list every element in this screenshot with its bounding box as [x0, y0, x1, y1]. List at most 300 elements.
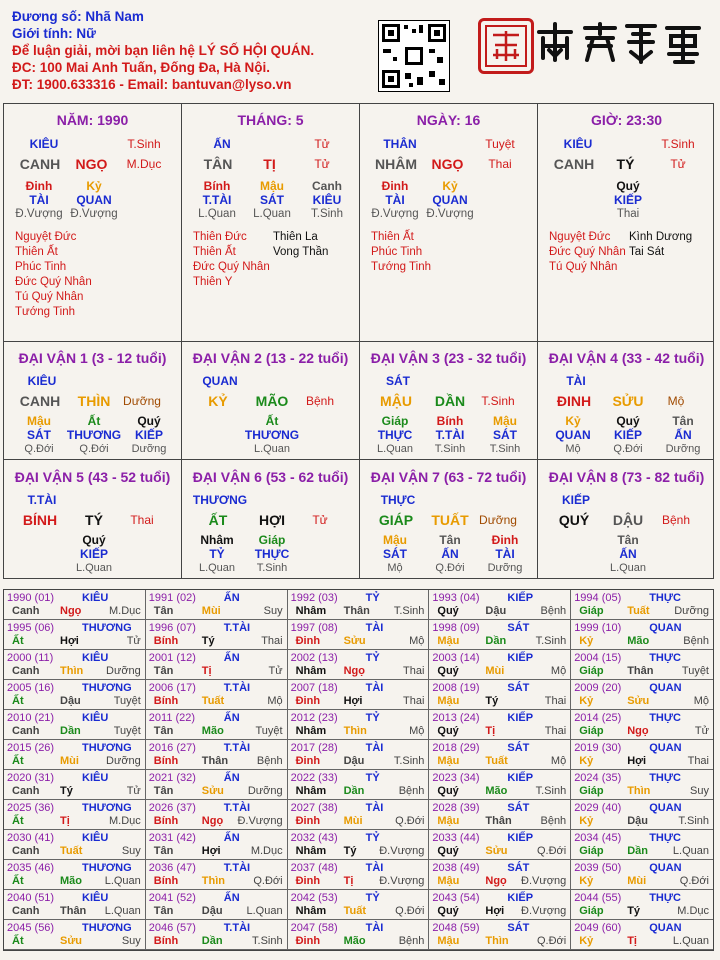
year-phase: Q.Đới [253, 875, 283, 887]
year-phase: Q.Đới [395, 815, 425, 827]
pillar-title: NGÀY: 16 [416, 112, 481, 128]
dai-van-row-1 [3, 340, 714, 460]
year-stem: Giáp [579, 725, 604, 737]
year-phase: Dưỡng [106, 755, 141, 767]
year-star: SÁT [507, 742, 530, 754]
year-stem: Tân [153, 845, 174, 857]
year-cell [4, 770, 146, 800]
dai-van-phase: Dưỡng [123, 394, 161, 408]
year-stem: Quý [437, 845, 459, 857]
year-branch: Hợi [485, 905, 505, 917]
year-star: KIÊU [82, 592, 109, 604]
hidden-stem: Kỷ [442, 179, 458, 193]
hidden-stem: Bính [203, 179, 231, 193]
year-branch: Sửu [343, 635, 366, 647]
year-star: ẤN [223, 712, 240, 724]
year-cell [146, 860, 288, 890]
year-stem: Canh [12, 605, 40, 617]
dai-van-row-2 [3, 459, 714, 579]
year-label: 2019 (30) [574, 742, 622, 754]
year-star: SÁT [507, 922, 530, 934]
shen-sha-item: Thiên Đức [193, 231, 247, 243]
year-star: TỶ [365, 772, 380, 784]
year-stem: Ất [12, 755, 24, 767]
year-stem: Nhâm [295, 845, 327, 857]
year-label: 2000 (11) [7, 652, 54, 664]
pillar-branch: NGỌ [75, 156, 108, 172]
year-cell [571, 920, 713, 950]
year-label: 2025 (36) [7, 802, 55, 814]
year-label: 2001 (12) [148, 652, 196, 664]
year-star: T.TÀI [223, 742, 251, 754]
year-star: T.TÀI [223, 802, 251, 814]
year-stem: Giáp [579, 845, 604, 857]
year-cell [4, 740, 146, 770]
year-cell [288, 770, 430, 800]
year-stem: Nhâm [295, 785, 327, 797]
year-branch: Tý [201, 635, 215, 647]
year-stem: Ất [12, 635, 24, 647]
year-star: KIẾP [507, 712, 534, 724]
year-star: THỰC [649, 712, 681, 724]
year-phase: Bệnh [540, 605, 567, 617]
year-label: 2038 (49) [432, 862, 480, 874]
hidden-phase: Q.Đới [24, 443, 54, 455]
year-stem: Tân [153, 725, 174, 737]
year-label: 2007 (18) [290, 682, 338, 694]
year-phase: Suy [121, 935, 141, 947]
hidden-star: KIÊU [312, 193, 342, 207]
year-label: 2031 (42) [148, 832, 196, 844]
year-label: 2043 (54) [432, 892, 480, 904]
year-branch: Dậu [343, 755, 365, 767]
pillar-stem-phase: Tử [314, 137, 330, 151]
year-cell [429, 680, 571, 710]
year-star: THƯƠNG [82, 622, 132, 634]
dai-van-branch: MÃO [255, 393, 289, 409]
hidden-stem: Ất [87, 414, 101, 428]
year-cell [571, 620, 713, 650]
hidden-stem: Quý [616, 414, 640, 428]
year-phase: T.Sinh [535, 785, 567, 797]
dai-van-stem: ĐINH [556, 393, 592, 409]
year-cell [146, 830, 288, 860]
year-cell [429, 920, 571, 950]
year-phase: Đ.Vượng [521, 875, 567, 887]
year-star: QUAN [649, 622, 682, 634]
year-cell [146, 620, 288, 650]
year-label: 2034 (45) [574, 832, 622, 844]
year-cell [571, 890, 713, 920]
year-star: TỶ [365, 592, 380, 604]
year-star: KIẾP [507, 832, 534, 844]
year-label: 2009 (20) [574, 682, 622, 694]
hidden-phase: L.Quan [609, 562, 647, 574]
year-branch: Ngọ [201, 815, 224, 827]
year-branch: Tý [343, 845, 357, 857]
year-branch: Mùi [60, 755, 79, 767]
year-stem: Canh [12, 785, 40, 797]
hidden-phase: L.Quan [376, 443, 414, 455]
hidden-stem: Kỷ [565, 414, 581, 428]
pillar-2 [182, 104, 360, 341]
year-phase: Mộ [267, 695, 283, 707]
year-phase: Suy [121, 845, 141, 857]
year-phase: Tử [126, 785, 141, 797]
year-stem: Giáp [579, 785, 604, 797]
year-cell [571, 830, 713, 860]
year-label: 1992 (03) [290, 592, 338, 604]
year-star: QUAN [649, 862, 682, 874]
hidden-star: TÀI [495, 547, 515, 561]
dai-van-2 [182, 340, 360, 459]
hidden-star: SÁT [493, 428, 517, 442]
year-cell [571, 590, 713, 620]
hidden-stem: Canh [312, 179, 342, 193]
year-branch: Sửu [627, 695, 650, 707]
year-stem: Đinh [295, 755, 321, 767]
year-branch: Thìn [627, 785, 651, 797]
year-label: 2014 (25) [574, 712, 622, 724]
year-stem: Quý [437, 665, 459, 677]
year-stem: Đinh [295, 935, 321, 947]
year-cell [4, 710, 146, 740]
year-label: 2013 (24) [432, 712, 480, 724]
year-branch: Thân [201, 755, 229, 767]
year-star: THỰC [649, 892, 681, 904]
year-stem: Mậu [437, 875, 460, 887]
year-phase: Q.Đới [536, 845, 567, 857]
dai-van-stem: ẤT [208, 512, 228, 528]
year-stem: Tân [153, 905, 174, 917]
year-label: 2028 (39) [432, 802, 480, 814]
year-phase: Thai [261, 635, 283, 647]
shen-sha-list-2 [629, 230, 692, 260]
year-star: SÁT [507, 682, 530, 694]
year-phase: Suy [690, 785, 709, 797]
year-label: 2006 (17) [148, 682, 196, 694]
hidden-stem: Tân [439, 533, 461, 547]
year-stem: Quý [437, 725, 459, 737]
shen-sha-list [549, 230, 626, 275]
dai-van-stem: QUÝ [558, 512, 590, 528]
shen-sha-item: Tai Sát [629, 246, 665, 258]
pillar-branch: TỊ [263, 156, 276, 172]
pillar-stem: NHÂM [375, 156, 417, 172]
year-branch: Tuất [343, 905, 366, 917]
hidden-stem: Mậu [27, 414, 51, 428]
qr-code[interactable] [378, 20, 450, 92]
shen-sha-item: Thiên Ất [371, 231, 414, 243]
year-branch: Hợi [201, 845, 221, 857]
hidden-star: TỶ [209, 547, 225, 561]
year-phase: L.Quan [104, 905, 141, 917]
year-branch: Tuất [485, 755, 508, 767]
year-star: TÀI [365, 742, 384, 754]
year-branch: Mùi [201, 605, 221, 617]
hidden-stem: Tân [617, 533, 639, 547]
year-star: QUAN [649, 802, 682, 814]
dai-van-star: THƯƠNG [192, 493, 248, 507]
year-stem: Kỷ [579, 635, 594, 647]
shen-sha-item: Thiên Ất [15, 246, 58, 258]
year-stem: Quý [437, 905, 459, 917]
year-branch: Hợi [60, 635, 79, 647]
year-cell [429, 590, 571, 620]
dai-van-star: T.TÀI [27, 493, 57, 507]
year-cell [571, 680, 713, 710]
year-star: ẤN [223, 892, 240, 904]
year-label: 2027 (38) [290, 802, 338, 814]
year-branch: Tị [343, 875, 354, 887]
hidden-star: THỰC [254, 547, 290, 561]
year-phase: Dưỡng [106, 665, 141, 677]
hidden-phase: T.Sinh [434, 443, 466, 455]
year-phase: T.Sinh [252, 935, 283, 947]
hidden-phase: L.Quan [198, 208, 236, 220]
dai-van-stem: BÍNH [22, 512, 58, 528]
year-cell [146, 920, 288, 950]
year-stem: Đinh [295, 875, 321, 887]
dai-van-phase: Bệnh [661, 513, 691, 527]
year-phase: Tuyệt [255, 725, 283, 737]
hidden-stem: Kỷ [86, 179, 102, 193]
year-cell [571, 710, 713, 740]
owner-name: Nhã Nam [85, 9, 144, 24]
hidden-phase: Dưỡng [131, 443, 167, 455]
year-phase: Q.Đới [536, 935, 567, 947]
year-star: THƯƠNG [82, 742, 132, 754]
hidden-star: SÁT [383, 547, 407, 561]
shen-sha-list [193, 230, 270, 290]
year-cell [571, 800, 713, 830]
year-label: 2041 (52) [148, 892, 196, 904]
year-label: 1994 (05) [574, 592, 622, 604]
year-cell [4, 860, 146, 890]
year-branch: Tuất [60, 845, 83, 857]
year-cell [429, 620, 571, 650]
dai-van-stem: MẬU [380, 393, 412, 409]
dai-van-title: ĐẠI VẬN 5 (43 - 52 tuổi) [14, 469, 171, 485]
shen-sha-item: Tú Quý Nhân [15, 291, 84, 303]
year-star: KIẾP [507, 592, 534, 604]
hidden-star: T.TÀI [435, 428, 465, 442]
year-branch: Thìn [201, 875, 226, 887]
year-cell [288, 830, 430, 860]
year-cell [429, 830, 571, 860]
dai-van-branch: TUẤT [431, 512, 469, 528]
year-label: 2021 (32) [148, 772, 196, 784]
dai-van-star: SÁT [386, 374, 410, 388]
year-star: ẤN [223, 772, 240, 784]
dai-van-star: KIẾP [561, 493, 590, 507]
dai-van-phase: Thai [130, 513, 154, 527]
year-branch: Hợi [627, 755, 647, 767]
hidden-phase: Thai [616, 208, 640, 220]
pillar-stem-phase: T.Sinh [661, 137, 695, 151]
year-cell [571, 860, 713, 890]
shen-sha-item: Kình Dương [629, 231, 693, 243]
hidden-phase: T.Sinh [311, 208, 343, 220]
hidden-phase: Đ.Vượng [371, 208, 419, 220]
year-branch: Thìn [485, 935, 509, 947]
year-star: ẤN [223, 592, 240, 604]
year-branch: Thân [485, 815, 512, 827]
year-branch: Tý [485, 695, 499, 707]
year-stem: Ất [12, 695, 24, 707]
year-star: KIÊU [82, 832, 109, 844]
year-cell [4, 830, 146, 860]
dai-van-phase: Dưỡng [479, 513, 517, 527]
hidden-phase: Mộ [387, 562, 403, 574]
year-star: SÁT [507, 622, 530, 634]
year-branch: Ngọ [60, 605, 82, 617]
year-stem: Canh [12, 665, 40, 677]
dai-van-star: THỰC [380, 493, 416, 507]
year-label: 2036 (47) [148, 862, 196, 874]
year-label: 1996 (07) [148, 622, 196, 634]
year-cell [146, 590, 288, 620]
year-branch: Sửu [201, 785, 224, 797]
hidden-star: T.TÀI [202, 193, 232, 207]
dai-van-phase: Bệnh [305, 394, 335, 408]
year-branch: Hợi [343, 695, 363, 707]
pillar-branch-phase: Thai [488, 157, 512, 171]
year-cell [288, 920, 430, 950]
year-cell [429, 860, 571, 890]
year-label: 2049 (60) [574, 922, 622, 934]
year-cell [288, 680, 430, 710]
year-phase: L.Quan [672, 935, 709, 947]
year-phase: Tử [694, 725, 709, 737]
year-stem: Tân [153, 665, 174, 677]
pillar-stem-star: KIÊU [29, 137, 59, 151]
year-stem: Quý [437, 605, 459, 617]
year-label: 2005 (16) [7, 682, 55, 694]
pillar-3 [360, 104, 538, 341]
hidden-star: SÁT [260, 193, 284, 207]
year-phase: L.Quan [104, 875, 141, 887]
year-branch: Dậu [485, 605, 507, 617]
year-label: 2042 (53) [290, 892, 338, 904]
shen-sha-item: Nguyệt Đức [15, 231, 77, 243]
shen-sha-list [15, 230, 92, 320]
year-stem: Canh [12, 905, 40, 917]
shen-sha-list [371, 230, 431, 275]
hidden-phase: Đ.Vượng [70, 208, 118, 220]
year-branch: Tý [60, 785, 73, 797]
pillar-stem-phase: Tuyệt [485, 137, 515, 151]
hidden-star: KIẾP [134, 428, 163, 442]
pillar-branch-phase: Tử [670, 157, 686, 171]
year-star: KIÊU [82, 892, 109, 904]
year-phase: Mộ [693, 695, 709, 707]
year-phase: Tử [126, 635, 141, 647]
year-cell [146, 650, 288, 680]
hidden-star: QUAN [555, 428, 591, 442]
year-stem: Mậu [437, 935, 460, 947]
year-label: 1995 (06) [7, 622, 55, 634]
year-stem: Bính [153, 875, 179, 887]
year-star: SÁT [507, 802, 530, 814]
year-stem: Canh [12, 725, 40, 737]
pillar-stem-star: THÂN [383, 137, 417, 151]
year-cell [429, 800, 571, 830]
shen-sha-item: Phúc Tinh [15, 261, 67, 273]
year-cell [288, 620, 430, 650]
year-stem: Giáp [579, 905, 604, 917]
dai-van-star: QUAN [202, 374, 238, 388]
pillar-stem: CANH [553, 156, 595, 172]
year-cell [146, 680, 288, 710]
year-star: THƯƠNG [82, 802, 132, 814]
year-stem: Tân [153, 605, 174, 617]
pillar-stem-phase: T.Sinh [127, 137, 161, 151]
hidden-phase: Mộ [565, 443, 581, 455]
year-star: THỰC [649, 772, 681, 784]
hidden-phase: Dưỡng [487, 562, 523, 574]
pillar-branch: TÝ [616, 156, 635, 172]
year-stem: Kỷ [579, 875, 594, 887]
hidden-phase: T.Sinh [256, 562, 288, 574]
year-cell [146, 740, 288, 770]
year-label: 2023 (34) [432, 772, 480, 784]
dai-van-title: ĐẠI VẬN 3 (23 - 32 tuổi) [370, 350, 527, 366]
dai-van-branch: TÝ [85, 512, 103, 528]
year-star: QUAN [649, 682, 682, 694]
year-label: 2037 (48) [290, 862, 338, 874]
year-cell [288, 800, 430, 830]
year-phase: Thai [402, 665, 425, 677]
year-phase: Đ.Vượng [237, 815, 283, 827]
year-phase: M.Dục [250, 845, 283, 857]
year-stem: Canh [12, 845, 40, 857]
year-star: T.TÀI [223, 622, 251, 634]
year-star: KIẾP [507, 892, 534, 904]
year-stem: Mậu [437, 635, 460, 647]
dai-van-stem: CANH [19, 393, 61, 409]
year-phase: M.Dục [109, 815, 141, 827]
pillar-branch-phase: Tử [314, 157, 330, 171]
dai-van-6 [182, 459, 360, 578]
shen-sha-item: Nguyệt Đức [549, 231, 611, 243]
year-branch: Mùi [485, 665, 505, 677]
dai-van-title: ĐẠI VẬN 6 (53 - 62 tuổi) [192, 469, 349, 485]
year-stem: Kỷ [579, 755, 594, 767]
year-phase: Đ.Vượng [521, 905, 567, 917]
hidden-stem: Tân [672, 414, 694, 428]
hidden-star: QUAN [432, 193, 468, 207]
dai-van-title: ĐẠI VẬN 4 (33 - 42 tuổi) [548, 350, 705, 366]
year-branch: Mão [485, 785, 508, 797]
year-label: 2020 (31) [7, 772, 55, 784]
year-stem: Giáp [579, 605, 604, 617]
year-star: QUAN [649, 922, 682, 934]
year-cell [288, 890, 430, 920]
shen-sha-item: Đức Quý Nhân [193, 261, 270, 273]
hidden-stem: Quý [616, 179, 640, 193]
dai-van-phase: T.Sinh [481, 394, 515, 408]
year-label: 1993 (04) [432, 592, 480, 604]
year-branch: Ngọ [485, 875, 507, 887]
year-star: TÀI [365, 682, 384, 694]
hidden-star: KIẾP [613, 428, 642, 442]
hidden-star: ẤN [441, 547, 459, 561]
shen-sha-item: Thiên Y [193, 276, 233, 288]
year-branch: Thìn [343, 725, 367, 737]
year-phase: Tử [268, 665, 283, 677]
year-cell [146, 890, 288, 920]
